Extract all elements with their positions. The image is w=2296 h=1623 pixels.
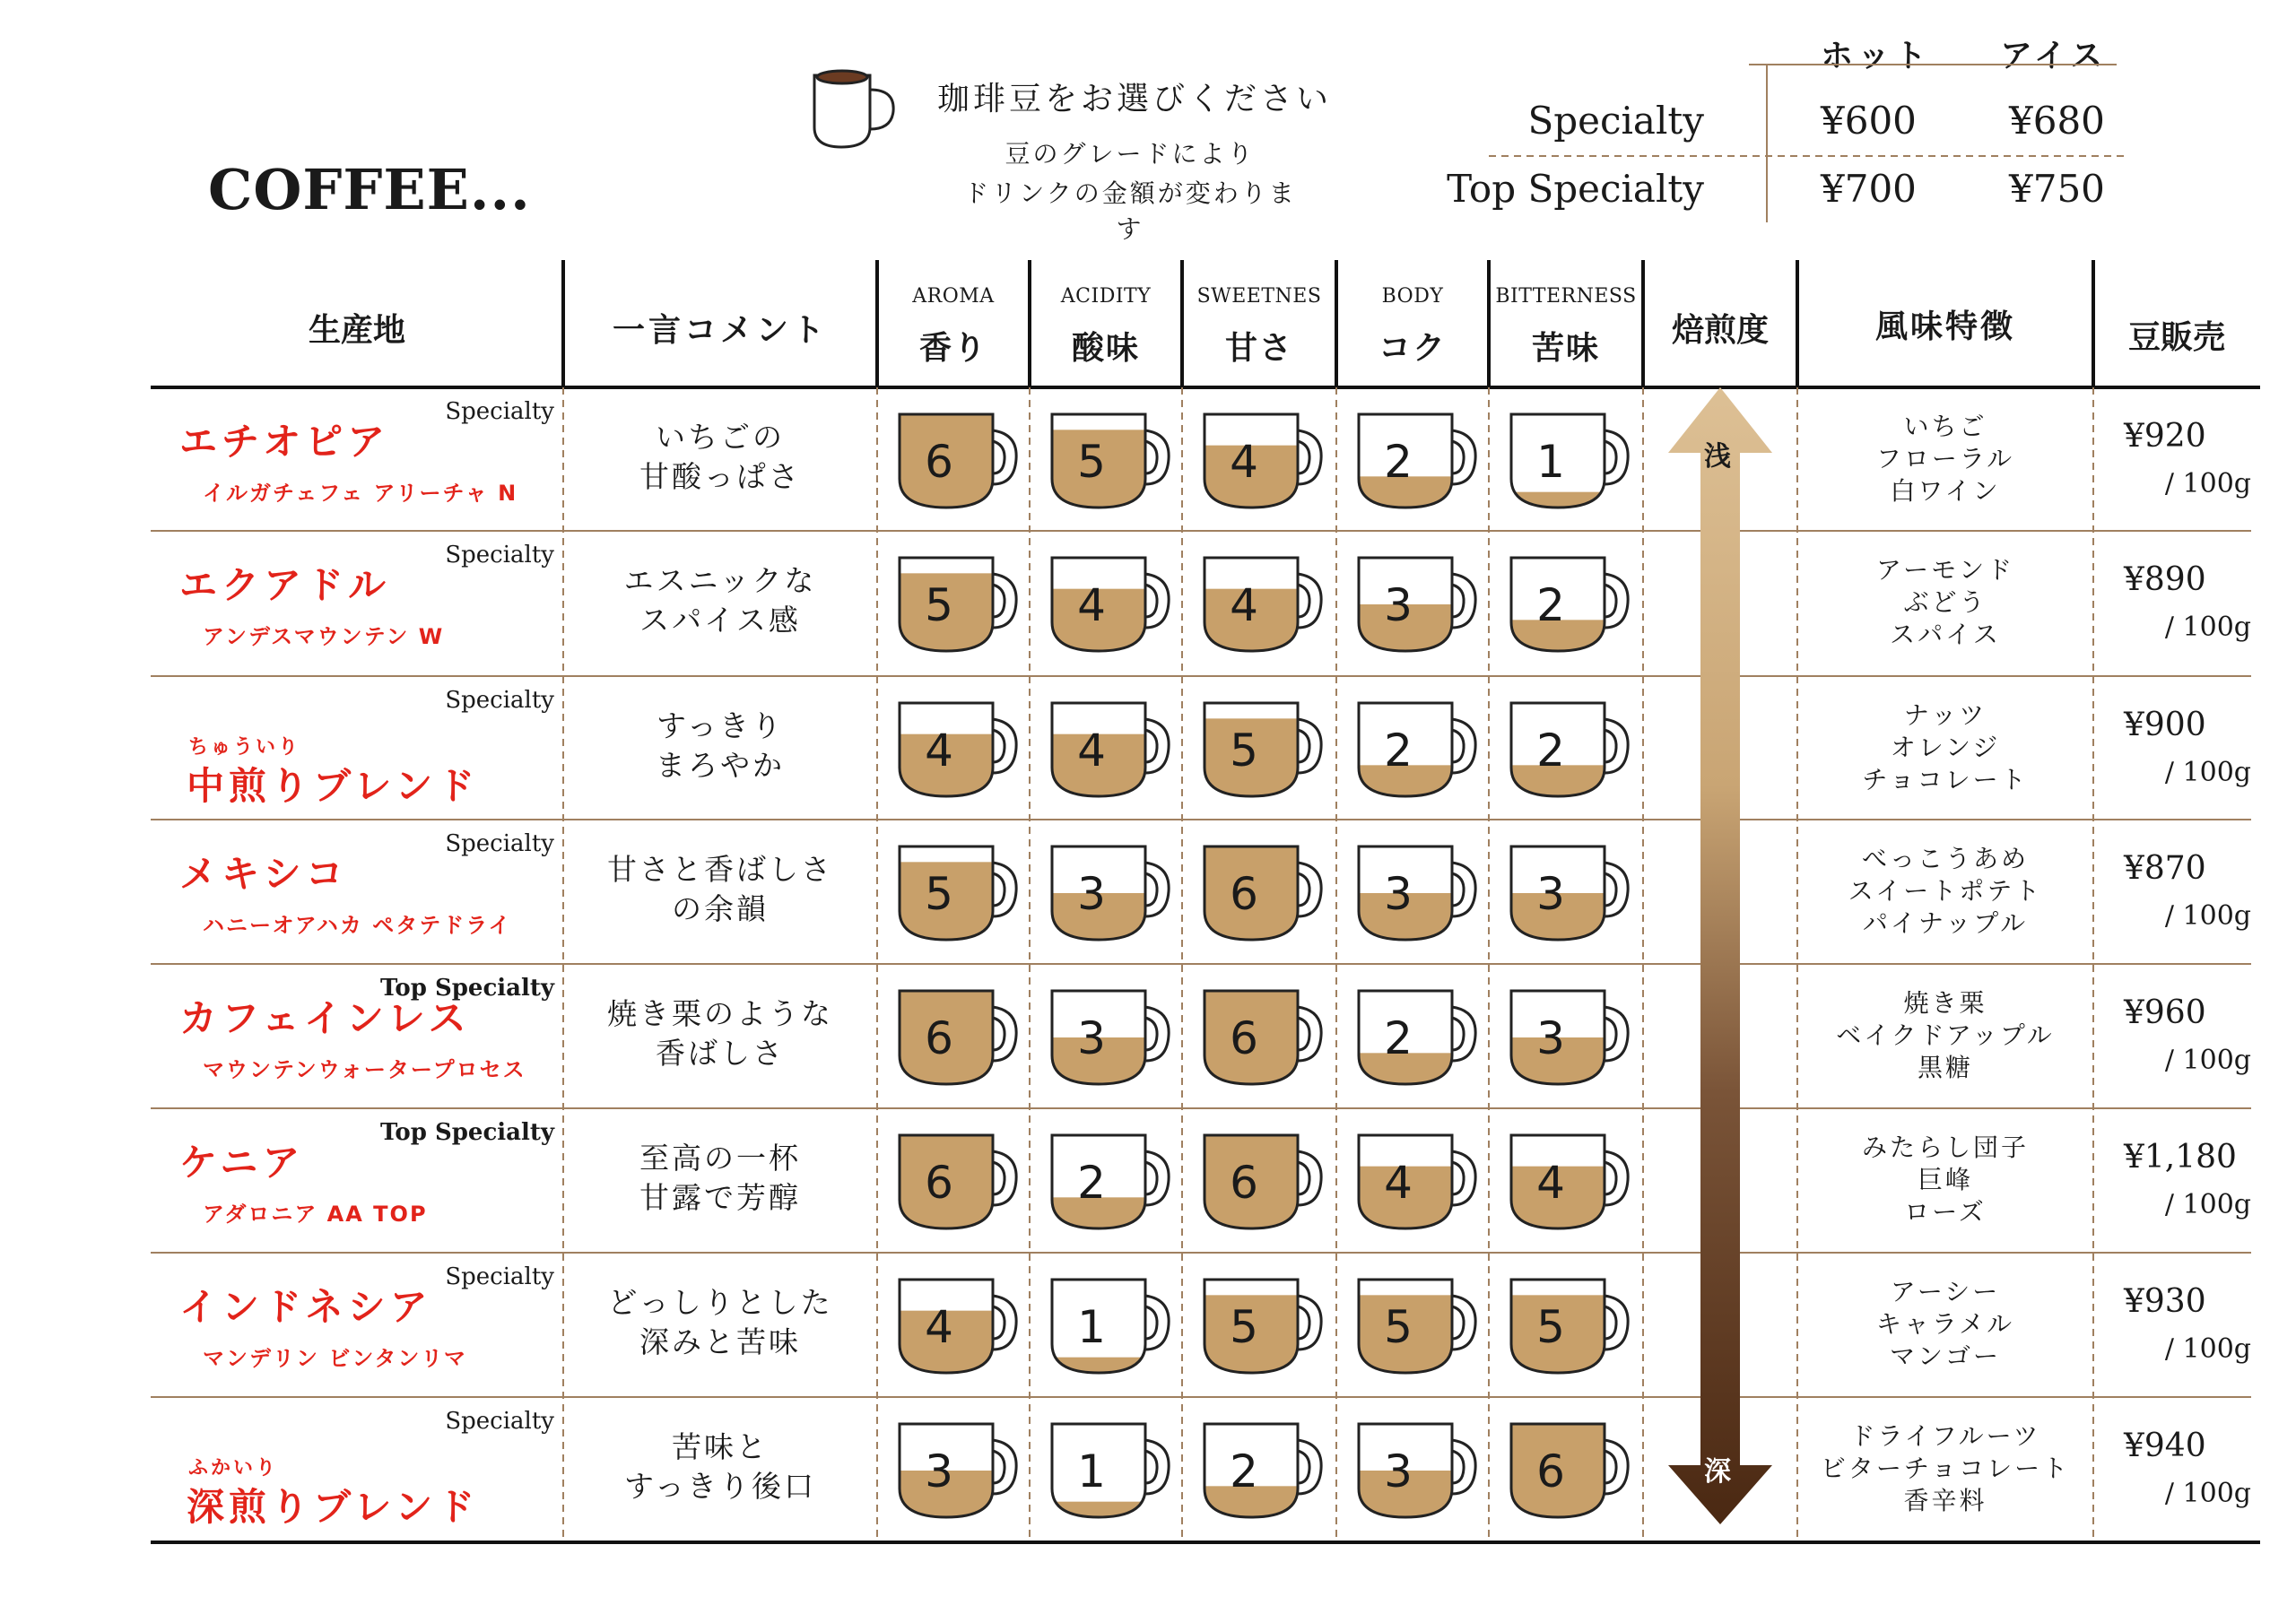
score-number: 3 bbox=[1536, 868, 1565, 920]
score-cup bbox=[1352, 1272, 1486, 1380]
score-cup bbox=[892, 407, 1027, 515]
score-cup bbox=[892, 696, 1027, 803]
score-number: 1 bbox=[1536, 436, 1565, 488]
score-number: 5 bbox=[1536, 1301, 1565, 1353]
bean-unit: / 100g bbox=[2164, 612, 2251, 643]
bean-price: ¥960 bbox=[2124, 994, 2206, 1031]
origin-variety: イルガチェフェ アリーチャ N bbox=[203, 481, 518, 506]
grade-label: Specialty bbox=[445, 830, 554, 857]
origin-name: エチオピア bbox=[179, 420, 390, 464]
flavor-line: フローラル bbox=[1875, 444, 2015, 473]
score-cup bbox=[892, 1272, 1027, 1380]
col-bitter-jp: 苦味 bbox=[1531, 330, 1600, 367]
score-number: 3 bbox=[925, 1445, 953, 1497]
score-number: 1 bbox=[1077, 1301, 1106, 1353]
comment-line: 香ばしさ bbox=[656, 1036, 785, 1071]
price-col-ice: アイス bbox=[2000, 38, 2108, 74]
price-top-hot: ¥700 bbox=[1821, 167, 1917, 211]
comment-line: 甘露で芳醇 bbox=[639, 1180, 801, 1215]
bean-unit: / 100g bbox=[2164, 1189, 2251, 1220]
price-grade-specialty: Specialty bbox=[1527, 99, 1704, 143]
score-cup bbox=[892, 1128, 1027, 1236]
score-fill bbox=[1045, 1197, 1179, 1236]
grade-label: Top Specialty bbox=[380, 975, 554, 1002]
score-cup bbox=[892, 551, 1027, 658]
grade-label: Specialty bbox=[445, 1263, 554, 1290]
comment-line: 苦味と bbox=[672, 1429, 769, 1464]
score-number: 4 bbox=[1077, 725, 1106, 777]
flavor-line: ナッツ bbox=[1903, 700, 1987, 730]
bean-price: ¥940 bbox=[2124, 1428, 2206, 1464]
flavor-line: ローズ bbox=[1904, 1197, 1987, 1227]
score-cup bbox=[1504, 1272, 1639, 1380]
col-body-en: BODY bbox=[1381, 285, 1444, 308]
bean-price: ¥920 bbox=[2124, 418, 2206, 455]
score-cup bbox=[892, 1417, 1027, 1524]
flavor-line: ドライフルーツ bbox=[1849, 1421, 2041, 1451]
score-number: 2 bbox=[1384, 725, 1413, 777]
comment-line: 至高の一杯 bbox=[639, 1141, 801, 1176]
comment-line: スパイス感 bbox=[639, 603, 801, 638]
flavor-line: 香辛料 bbox=[1903, 1486, 1987, 1515]
comment-text bbox=[568, 1139, 873, 1218]
col-beans: 豆販売 bbox=[2127, 319, 2225, 356]
score-number: 6 bbox=[925, 1157, 953, 1209]
score-number: 4 bbox=[1384, 1157, 1413, 1209]
score-number: 2 bbox=[1384, 1012, 1413, 1064]
origin-variety: ハニーオアハカ ペタテドライ bbox=[203, 913, 512, 938]
col-origin: 生産地 bbox=[308, 312, 405, 349]
grade-label: Top Specialty bbox=[380, 1119, 554, 1146]
score-cup bbox=[1045, 1128, 1179, 1236]
score-number: 6 bbox=[1230, 1157, 1258, 1209]
comment-line: まろやか bbox=[656, 748, 785, 783]
score-cup bbox=[1197, 1128, 1332, 1236]
bean-price: ¥870 bbox=[2124, 850, 2206, 887]
score-cup bbox=[1352, 839, 1486, 947]
score-cup bbox=[1045, 1272, 1179, 1380]
score-cup bbox=[1352, 1417, 1486, 1524]
flavor-notes bbox=[1802, 987, 2089, 1084]
score-cup bbox=[1504, 1417, 1639, 1524]
score-fill bbox=[1504, 492, 1639, 515]
score-number: 3 bbox=[1077, 868, 1106, 920]
bean-unit: / 100g bbox=[2164, 1045, 2251, 1076]
score-number: 2 bbox=[1077, 1157, 1106, 1209]
bean-unit: / 100g bbox=[2164, 1333, 2251, 1365]
flavor-notes bbox=[1802, 1132, 2089, 1228]
score-number: 4 bbox=[1536, 1157, 1565, 1209]
flavor-line: 巨峰 bbox=[1917, 1165, 1973, 1194]
score-number: 4 bbox=[1077, 579, 1106, 631]
score-cup bbox=[1197, 407, 1332, 515]
score-fill bbox=[1504, 620, 1639, 658]
score-fill bbox=[1197, 1486, 1332, 1524]
score-cup bbox=[1197, 1417, 1332, 1524]
score-cup bbox=[1352, 1128, 1486, 1236]
origin-name: エクアドル bbox=[179, 563, 391, 607]
score-number: 5 bbox=[925, 868, 953, 920]
origin-name: インドネシア bbox=[179, 1285, 432, 1329]
header-line-1: 珈琲豆をお選びください bbox=[937, 81, 1333, 117]
flavor-notes bbox=[1802, 554, 2089, 651]
score-fill bbox=[1045, 1502, 1179, 1524]
comment-line: の余韻 bbox=[672, 891, 769, 926]
price-specialty-ice: ¥680 bbox=[2009, 99, 2105, 143]
grade-label: Specialty bbox=[445, 687, 554, 714]
grade-label: Specialty bbox=[445, 542, 554, 568]
bean-unit: / 100g bbox=[2164, 1478, 2251, 1509]
flavor-notes bbox=[1802, 1276, 2089, 1373]
comment-line: すっきり bbox=[656, 708, 785, 743]
flavor-line: アーシー bbox=[1890, 1277, 2001, 1306]
bean-unit: / 100g bbox=[2164, 900, 2251, 932]
page-title: COFFEE... bbox=[208, 157, 531, 222]
flavor-line: ぶどう bbox=[1903, 587, 1987, 617]
roast-light-label: 浅 bbox=[1704, 441, 1731, 473]
flavor-line: ベイクドアップル bbox=[1836, 1020, 2055, 1050]
comment-line: 深みと苦味 bbox=[639, 1324, 801, 1359]
origin-ruby: ふかいり bbox=[188, 1457, 279, 1480]
score-cup bbox=[1504, 696, 1639, 803]
header-line-3: ドリンクの金額が変わります bbox=[963, 178, 1297, 244]
score-cup bbox=[1197, 1272, 1332, 1380]
score-cup bbox=[1045, 696, 1179, 803]
comment-line: 甘さと香ばしさ bbox=[607, 852, 833, 887]
score-number: 5 bbox=[1230, 1301, 1258, 1353]
flavor-line: いちご bbox=[1903, 412, 1987, 441]
header-line-2: 豆のグレードにより bbox=[1004, 139, 1256, 169]
score-cup bbox=[1504, 407, 1639, 515]
flavor-line: ビターチョコレート bbox=[1820, 1454, 2071, 1483]
score-number: 4 bbox=[1230, 579, 1258, 631]
col-aroma-en: AROMA bbox=[912, 285, 995, 308]
score-cup bbox=[1352, 696, 1486, 803]
score-number: 5 bbox=[1384, 1301, 1413, 1353]
score-cup bbox=[1045, 407, 1179, 515]
score-number: 3 bbox=[1384, 868, 1413, 920]
comment-text bbox=[568, 1283, 873, 1362]
score-number: 4 bbox=[925, 725, 953, 777]
score-number: 2 bbox=[1384, 436, 1413, 488]
score-number: 3 bbox=[1536, 1012, 1565, 1064]
flavor-line: オレンジ bbox=[1890, 733, 2001, 762]
score-cup bbox=[1504, 551, 1639, 658]
col-body-jp: コク bbox=[1378, 330, 1447, 367]
score-cup bbox=[1197, 551, 1332, 658]
origin-variety: マンデリン ビンタンリマ bbox=[203, 1346, 467, 1371]
bean-unit: / 100g bbox=[2164, 757, 2251, 788]
score-number: 6 bbox=[1536, 1445, 1565, 1497]
comment-text bbox=[568, 561, 873, 640]
price-grade-top-specialty: Top Specialty bbox=[1447, 167, 1704, 211]
score-cup bbox=[892, 839, 1027, 947]
bean-price: ¥930 bbox=[2124, 1283, 2206, 1320]
flavor-line: みたらし団子 bbox=[1861, 1133, 2029, 1162]
score-cup bbox=[1197, 696, 1332, 803]
comment-text bbox=[568, 418, 873, 497]
score-fill bbox=[1504, 765, 1639, 803]
price-top-ice: ¥750 bbox=[2009, 167, 2105, 211]
comment-text bbox=[568, 1428, 873, 1506]
origin-name: メキシコ bbox=[179, 852, 348, 896]
score-cup bbox=[1504, 1128, 1639, 1236]
flavor-notes bbox=[1802, 843, 2089, 940]
col-acidity-en: ACIDITY bbox=[1060, 285, 1152, 308]
col-acidity-jp: 酸味 bbox=[1071, 330, 1140, 367]
score-number: 4 bbox=[1230, 436, 1258, 488]
origin-name: カフェインレス bbox=[179, 996, 471, 1040]
col-sweet-jp: 甘さ bbox=[1224, 330, 1293, 367]
score-number: 6 bbox=[1230, 868, 1258, 920]
comment-line: すっきり後口 bbox=[623, 1469, 817, 1504]
score-fill bbox=[1352, 476, 1486, 515]
score-number: 2 bbox=[1536, 579, 1565, 631]
comment-text bbox=[568, 994, 873, 1073]
roast-dark-label: 深 bbox=[1704, 1456, 1731, 1488]
score-number: 5 bbox=[1230, 725, 1258, 777]
score-fill bbox=[1045, 1358, 1179, 1380]
score-number: 3 bbox=[1384, 1445, 1413, 1497]
origin-ruby: ちゅういり bbox=[188, 736, 301, 759]
score-number: 1 bbox=[1077, 1445, 1106, 1497]
flavor-notes bbox=[1802, 411, 2089, 508]
origin-name: 中煎りブレンド bbox=[187, 764, 480, 808]
score-number: 4 bbox=[925, 1301, 953, 1353]
score-fill bbox=[1352, 1053, 1486, 1091]
score-number: 6 bbox=[925, 436, 953, 488]
score-number: 2 bbox=[1536, 725, 1565, 777]
flavor-line: べっこうあめ bbox=[1861, 844, 2029, 873]
col-roast: 焙煎度 bbox=[1671, 312, 1769, 349]
grade-label: Specialty bbox=[445, 398, 554, 425]
score-number: 2 bbox=[1230, 1445, 1258, 1497]
comment-line: 甘酸っぱさ bbox=[639, 459, 801, 494]
score-number: 5 bbox=[1077, 436, 1106, 488]
score-cup bbox=[1045, 839, 1179, 947]
bean-price: ¥890 bbox=[2124, 561, 2206, 598]
score-cup bbox=[1504, 839, 1639, 947]
comment-line: エスニックな bbox=[623, 563, 817, 598]
comment-text bbox=[568, 850, 873, 929]
flavor-line: 焼き栗 bbox=[1903, 988, 1987, 1018]
score-cup bbox=[892, 984, 1027, 1091]
score-fill bbox=[1352, 765, 1486, 803]
score-cup bbox=[1045, 1417, 1179, 1524]
grade-label: Specialty bbox=[445, 1408, 554, 1435]
flavor-notes bbox=[1802, 699, 2089, 796]
price-specialty-hot: ¥600 bbox=[1821, 99, 1917, 143]
flavor-line: スイートポテト bbox=[1848, 876, 2043, 906]
comment-text bbox=[568, 707, 873, 785]
score-number: 3 bbox=[1384, 579, 1413, 631]
score-number: 3 bbox=[1077, 1012, 1106, 1064]
roast-arrow bbox=[1668, 387, 1772, 1524]
origin-variety: マウンテンウォータープロセス bbox=[203, 1057, 526, 1082]
score-number: 6 bbox=[925, 1012, 953, 1064]
col-comment: 一言コメント bbox=[612, 312, 828, 349]
comment-line: 焼き栗のような bbox=[607, 996, 833, 1031]
score-cup bbox=[1352, 984, 1486, 1091]
flavor-line: マンゴー bbox=[1889, 1341, 2001, 1371]
comment-line: いちごの bbox=[656, 420, 785, 455]
comment-line: どっしりとした bbox=[607, 1285, 833, 1320]
bean-price: ¥900 bbox=[2124, 707, 2206, 743]
flavor-line: パイナップル bbox=[1862, 908, 2029, 938]
flavor-notes bbox=[1802, 1420, 2089, 1517]
origin-variety: アダロニア AA TOP bbox=[203, 1202, 428, 1227]
col-aroma-jp: 香り bbox=[918, 330, 987, 367]
score-cup bbox=[1352, 551, 1486, 658]
origin-variety: アンデスマウンテン W bbox=[203, 624, 445, 649]
col-sweet-en: SWEETNES bbox=[1196, 285, 1322, 308]
flavor-line: スパイス bbox=[1890, 620, 2001, 649]
flavor-line: 白ワイン bbox=[1890, 476, 2001, 506]
score-cup bbox=[1504, 984, 1639, 1091]
origin-name: 深煎りブレンド bbox=[187, 1485, 480, 1529]
col-flavor: 風味特徴 bbox=[1874, 308, 2015, 345]
score-number: 5 bbox=[925, 579, 953, 631]
origin-name: ケニア bbox=[179, 1141, 305, 1185]
bean-price: ¥1,180 bbox=[2124, 1139, 2237, 1176]
score-cup bbox=[1197, 984, 1332, 1091]
col-bitter-en: BITTERNESS bbox=[1495, 285, 1637, 308]
flavor-line: 黒糖 bbox=[1917, 1053, 1973, 1082]
score-number: 6 bbox=[1230, 1012, 1258, 1064]
price-col-hot: ホット bbox=[1821, 38, 1932, 74]
score-cup bbox=[1045, 551, 1179, 658]
bean-unit: / 100g bbox=[2164, 468, 2251, 499]
score-cup bbox=[1197, 839, 1332, 947]
flavor-line: キャラメル bbox=[1875, 1309, 2015, 1339]
score-cup bbox=[1352, 407, 1486, 515]
flavor-line: チョコレート bbox=[1862, 765, 2029, 794]
score-cup bbox=[1045, 984, 1179, 1091]
flavor-line: アーモンド bbox=[1875, 555, 2015, 585]
